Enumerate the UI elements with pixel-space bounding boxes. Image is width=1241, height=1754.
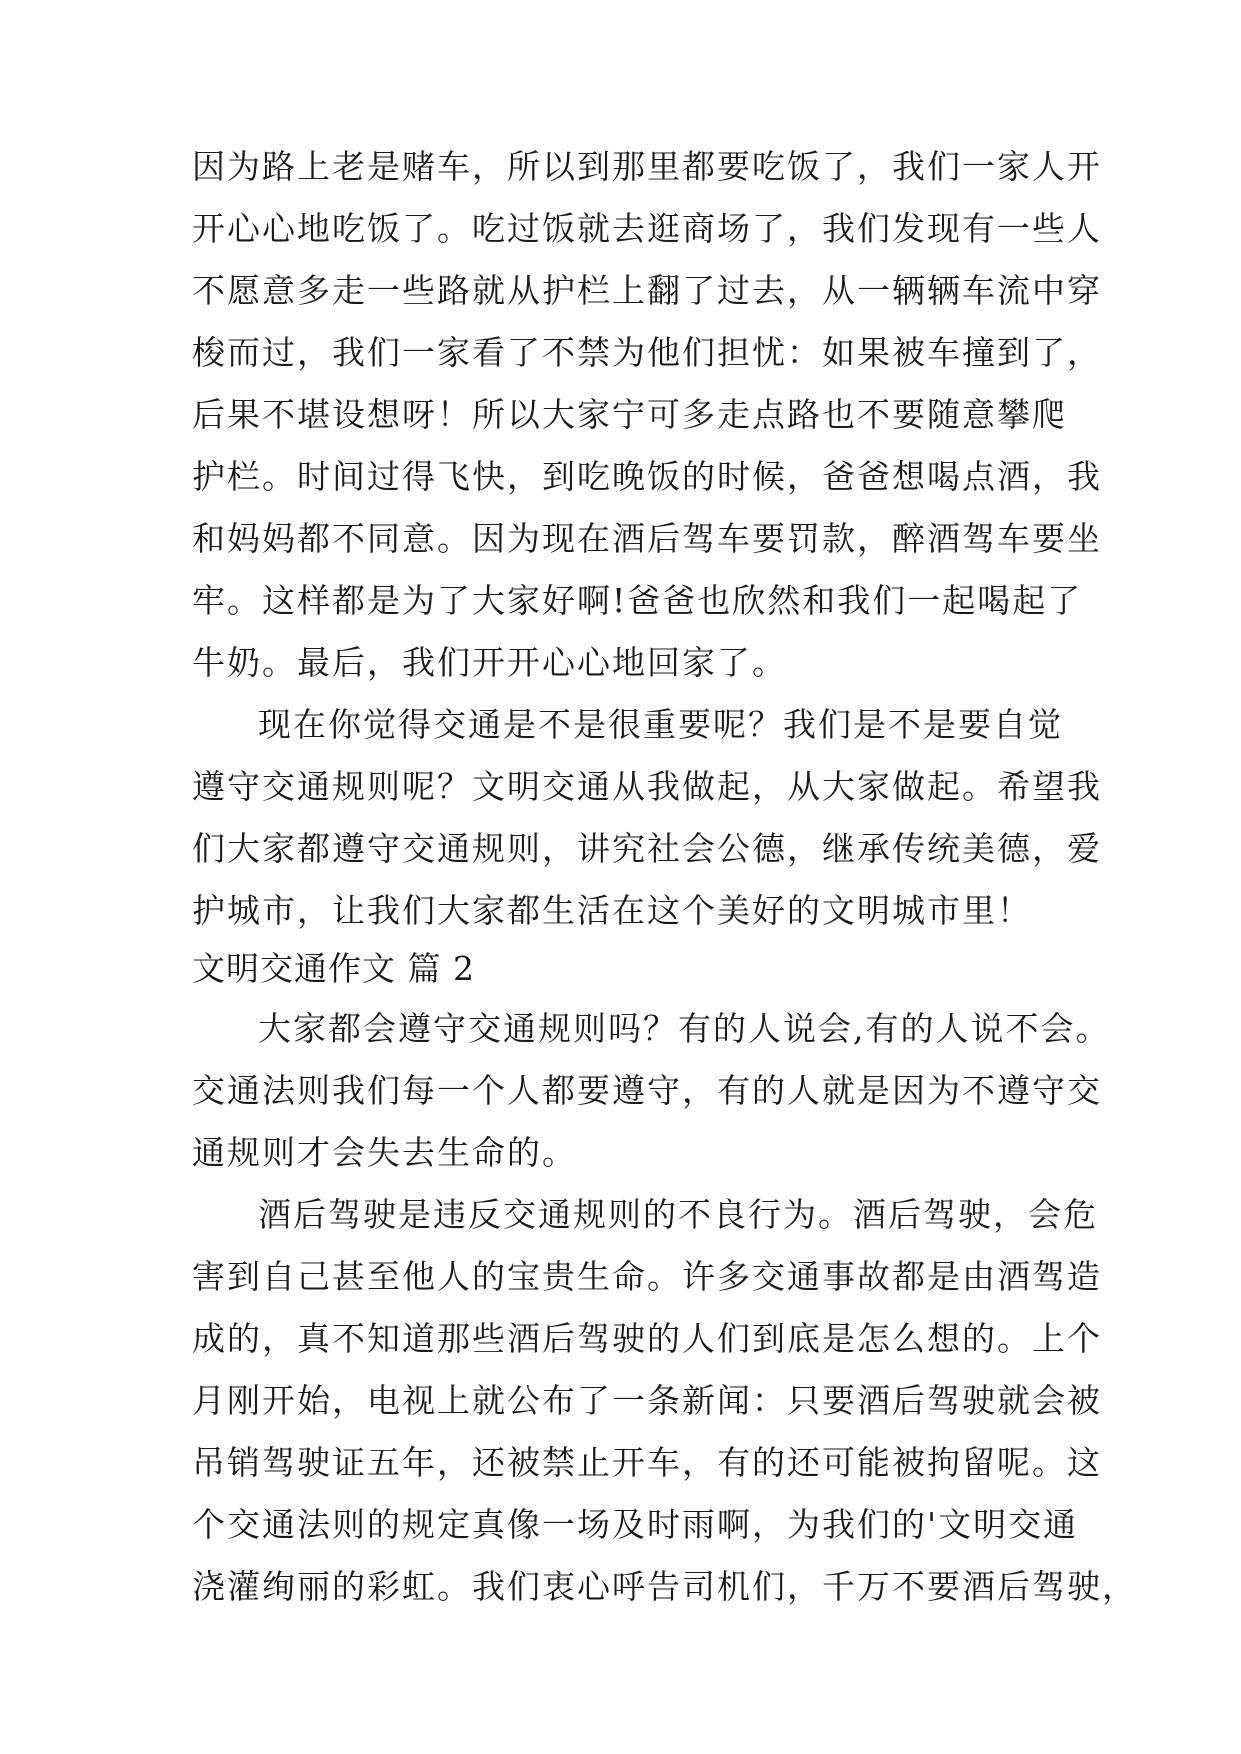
paragraph-line: 因为路上老是赌车，所以到那里都要吃饭了，我们一家人开 bbox=[192, 147, 1102, 186]
paragraph-line: 护城市，让我们大家都生活在这个美好的文明城市里！ bbox=[192, 891, 1032, 930]
paragraph-line: 和妈妈都不同意。因为现在酒后驾车要罚款，醉酒驾车要坐 bbox=[192, 519, 1102, 558]
paragraph-line: 成的，真不知道那些酒后驾驶的人们到底是怎么想的。上个 bbox=[192, 1319, 1102, 1358]
paragraph-line: 大家都会遵守交通规则吗？有的人说会,有的人说不会。 bbox=[258, 1009, 1111, 1048]
paragraph-line: 牛奶。最后，我们开开心心地回家了。 bbox=[192, 643, 787, 682]
paragraph-line: 遵守交通规则呢？文明交通从我做起，从大家做起。希望我 bbox=[192, 767, 1102, 806]
paragraph-line: 们大家都遵守交通规则，讲究社会公德，继承传统美德，爱 bbox=[192, 829, 1102, 868]
section-heading: 文明交通作文 篇 2 bbox=[192, 949, 475, 988]
paragraph-line: 酒后驾驶是违反交通规则的不良行为。酒后驾驶，会危 bbox=[258, 1195, 1098, 1234]
paragraph-line: 通规则才会失去生命的。 bbox=[192, 1133, 577, 1172]
paragraph-line: 后果不堪设想呀！所以大家宁可多走点路也不要随意攀爬 bbox=[192, 395, 1067, 434]
paragraph-line: 浇灌绚丽的彩虹。我们衷心呼告司机们，千万不要酒后驾驶， bbox=[192, 1567, 1137, 1606]
paragraph-line: 交通法则我们每一个人都要遵守，有的人就是因为不遵守交 bbox=[192, 1071, 1102, 1110]
paragraph-line: 牢。这样都是为了大家好啊!爸爸也欣然和我们一起喝起了 bbox=[192, 581, 1083, 620]
paragraph-line: 现在你觉得交通是不是很重要呢？我们是不是要自觉 bbox=[258, 705, 1063, 744]
paragraph-line: 吊销驾驶证五年，还被禁止开车，有的还可能被拘留呢。这 bbox=[192, 1443, 1102, 1482]
paragraph-line: 月刚开始，电视上就公布了一条新闻：只要酒后驾驶就会被 bbox=[192, 1381, 1102, 1420]
paragraph-line: 个交通法则的规定真像一场及时雨啊，为我们的'文明交通 bbox=[192, 1505, 1079, 1544]
paragraph-line: 不愿意多走一些路就从护栏上翻了过去，从一辆辆车流中穿 bbox=[192, 271, 1102, 310]
paragraph-line: 护栏。时间过得飞快，到吃晚饭的时候，爸爸想喝点酒，我 bbox=[192, 457, 1102, 496]
paragraph-line: 梭而过，我们一家看了不禁为他们担忧：如果被车撞到了， bbox=[192, 333, 1102, 372]
paragraph-line: 开心心地吃饭了。吃过饭就去逛商场了，我们发现有一些人 bbox=[192, 209, 1102, 248]
paragraph-line: 害到自己甚至他人的宝贵生命。许多交通事故都是由酒驾造 bbox=[192, 1257, 1102, 1296]
